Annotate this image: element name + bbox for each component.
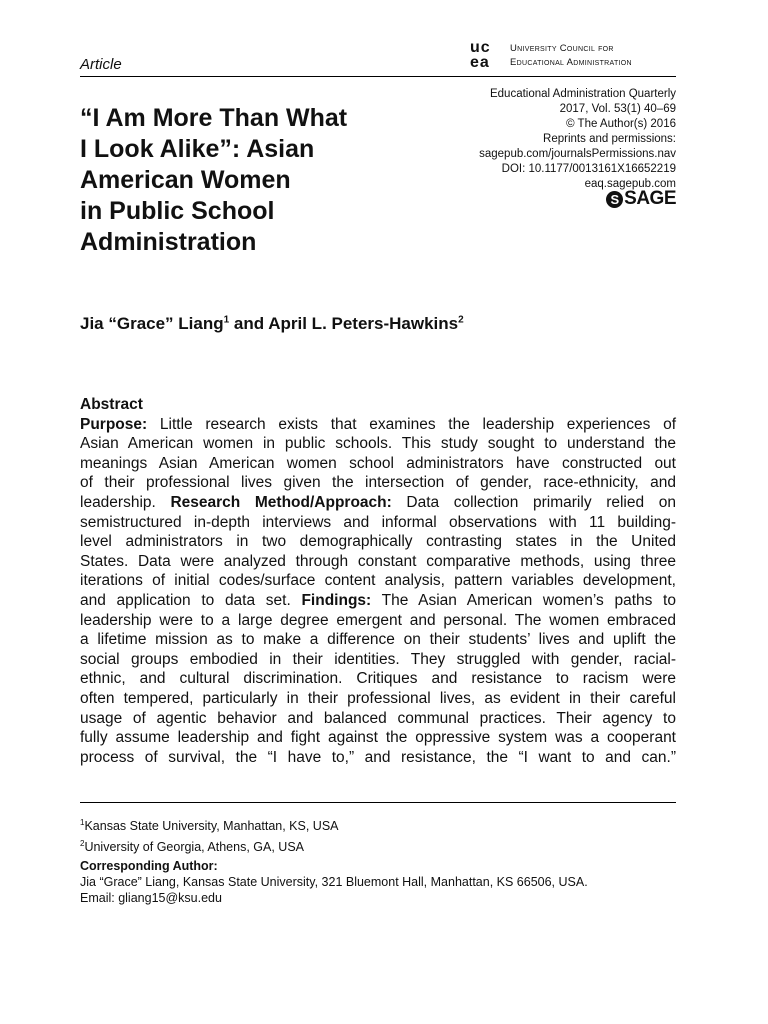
ucea-logo-letters-top: uc xyxy=(470,39,491,56)
affiliations xyxy=(80,814,339,856)
abstract-text: leadership. xyxy=(80,493,171,511)
title-line: “I Am More Than What xyxy=(80,104,348,132)
abstract-line: leadership were to a large degree emergent and personal. The women embraced xyxy=(80,611,676,629)
author-name: April L. Peters-Hawkins xyxy=(268,314,459,333)
affiliation-mark: 1 xyxy=(80,818,85,827)
abstract-line: Asian American women in public schools. This study sought to understand the xyxy=(80,435,676,453)
author-connector: and xyxy=(229,314,269,333)
ucea-logo-words-bottom: Educational Administration xyxy=(510,57,632,68)
abstract xyxy=(80,395,676,767)
corresponding-author-email[interactable]: Email: gliang15@ksu.edu xyxy=(80,891,222,905)
abstract-text: The Asian American women’s paths to xyxy=(371,591,676,609)
abstract-text: and application to data set. xyxy=(80,591,302,609)
title-line: American Women xyxy=(80,166,291,194)
ucea-logo-mark xyxy=(470,40,491,70)
title-line: in Public School xyxy=(80,197,275,225)
affiliation xyxy=(80,835,339,856)
abstract-line: often tempered, particularly in their professional lives, as evident in their careful xyxy=(80,689,676,707)
abstract-line: semistructured in-depth interviews and informal observations with 11 building- xyxy=(80,513,676,531)
journal-metadata xyxy=(479,87,676,192)
abstract-line: a lifetime mission as to make a difference on their students’ lives and uplift the xyxy=(80,631,676,649)
article-type-label: Article xyxy=(80,56,122,73)
journal-name: Educational Administration Quarterly xyxy=(489,88,676,100)
sage-logo-text: SAGE xyxy=(624,188,676,209)
journal-website-link[interactable]: eaq.sagepub.com xyxy=(584,178,676,190)
ucea-logo-letters-bottom: ea xyxy=(470,54,490,71)
affiliation-text: University of Georgia, Athens, GA, USA xyxy=(84,840,304,855)
doi-line[interactable]: DOI: 10.1177/0013161X16652219 xyxy=(501,163,676,175)
abstract-line: social groups embodied in their identities. They struggled with gender, racial- xyxy=(80,650,676,668)
abstract-heading: Abstract xyxy=(80,396,143,413)
affiliation xyxy=(80,814,339,835)
abstract-line: of their professional lives given the intersection of gender, race-ethnicity, and xyxy=(80,474,676,492)
abstract-line: fully assume leadership and fight against the oppressive system was a cooperant xyxy=(80,729,676,747)
header-rule xyxy=(80,76,676,77)
sage-logo-mark: S xyxy=(606,191,623,208)
title-line: Administration xyxy=(80,228,257,256)
abstract-line: level administrators in two demographically contrasting states in the United xyxy=(80,533,676,551)
findings-label: Findings: xyxy=(301,591,372,609)
affiliation-mark: 2 xyxy=(80,839,85,849)
abstract-text: Data collection primarily relied on xyxy=(391,493,676,511)
affiliation-text: Kansas State University, Manhattan, KS, USA xyxy=(84,819,339,834)
sage-logo xyxy=(606,188,676,210)
abstract-line xyxy=(80,415,676,435)
corresponding-author-address: Jia “Grace” Liang, Kansas State University, 321 Bluemont Hall, Manhattan, KS 66506, USA. xyxy=(80,875,588,889)
footnote-rule xyxy=(80,802,676,803)
journal-volume: 2017, Vol. 53(1) 40–69 xyxy=(559,103,676,115)
purpose-label: Purpose: xyxy=(80,415,148,433)
affiliation-mark: 1 xyxy=(223,314,230,326)
abstract-text: Little research exists that examines the leadership experiences of xyxy=(147,415,676,433)
abstract-line: meanings Asian American women school administrators have constructed out xyxy=(80,454,676,472)
author-name: Jia “Grace” Liang xyxy=(80,314,224,333)
title-line: I Look Alike”: Asian xyxy=(80,135,315,163)
abstract-line: iterations of initial codes/surface content analysis, pattern variables development, xyxy=(80,572,676,590)
abstract-line xyxy=(80,493,676,513)
abstract-line: process of survival, the “I have to,” and resistance, the “I want to and can.” xyxy=(80,748,676,766)
copyright-line: © The Author(s) 2016 xyxy=(566,118,676,130)
author-list xyxy=(80,314,464,334)
abstract-line: States. Data were analyzed through constant comparative methods, using three xyxy=(80,552,676,570)
method-label: Research Method/Approach: xyxy=(170,493,392,511)
affiliation-mark: 2 xyxy=(458,314,464,326)
ucea-logo xyxy=(470,40,676,72)
reprints-label: Reprints and permissions: xyxy=(543,133,676,145)
corresponding-author-heading: Corresponding Author: xyxy=(80,859,218,873)
article-title xyxy=(80,103,455,258)
ucea-logo-words-top: University Council for xyxy=(510,43,614,54)
abstract-line xyxy=(80,591,676,611)
abstract-line: ethnic, and cultural discrimination. Critiques and resistance to racism were xyxy=(80,670,676,688)
permissions-link[interactable]: sagepub.com/journalsPermissions.nav xyxy=(479,148,676,160)
corresponding-author xyxy=(80,858,588,906)
abstract-line: usage of agentic behavior and balanced communal practices. Their agency to xyxy=(80,709,676,727)
